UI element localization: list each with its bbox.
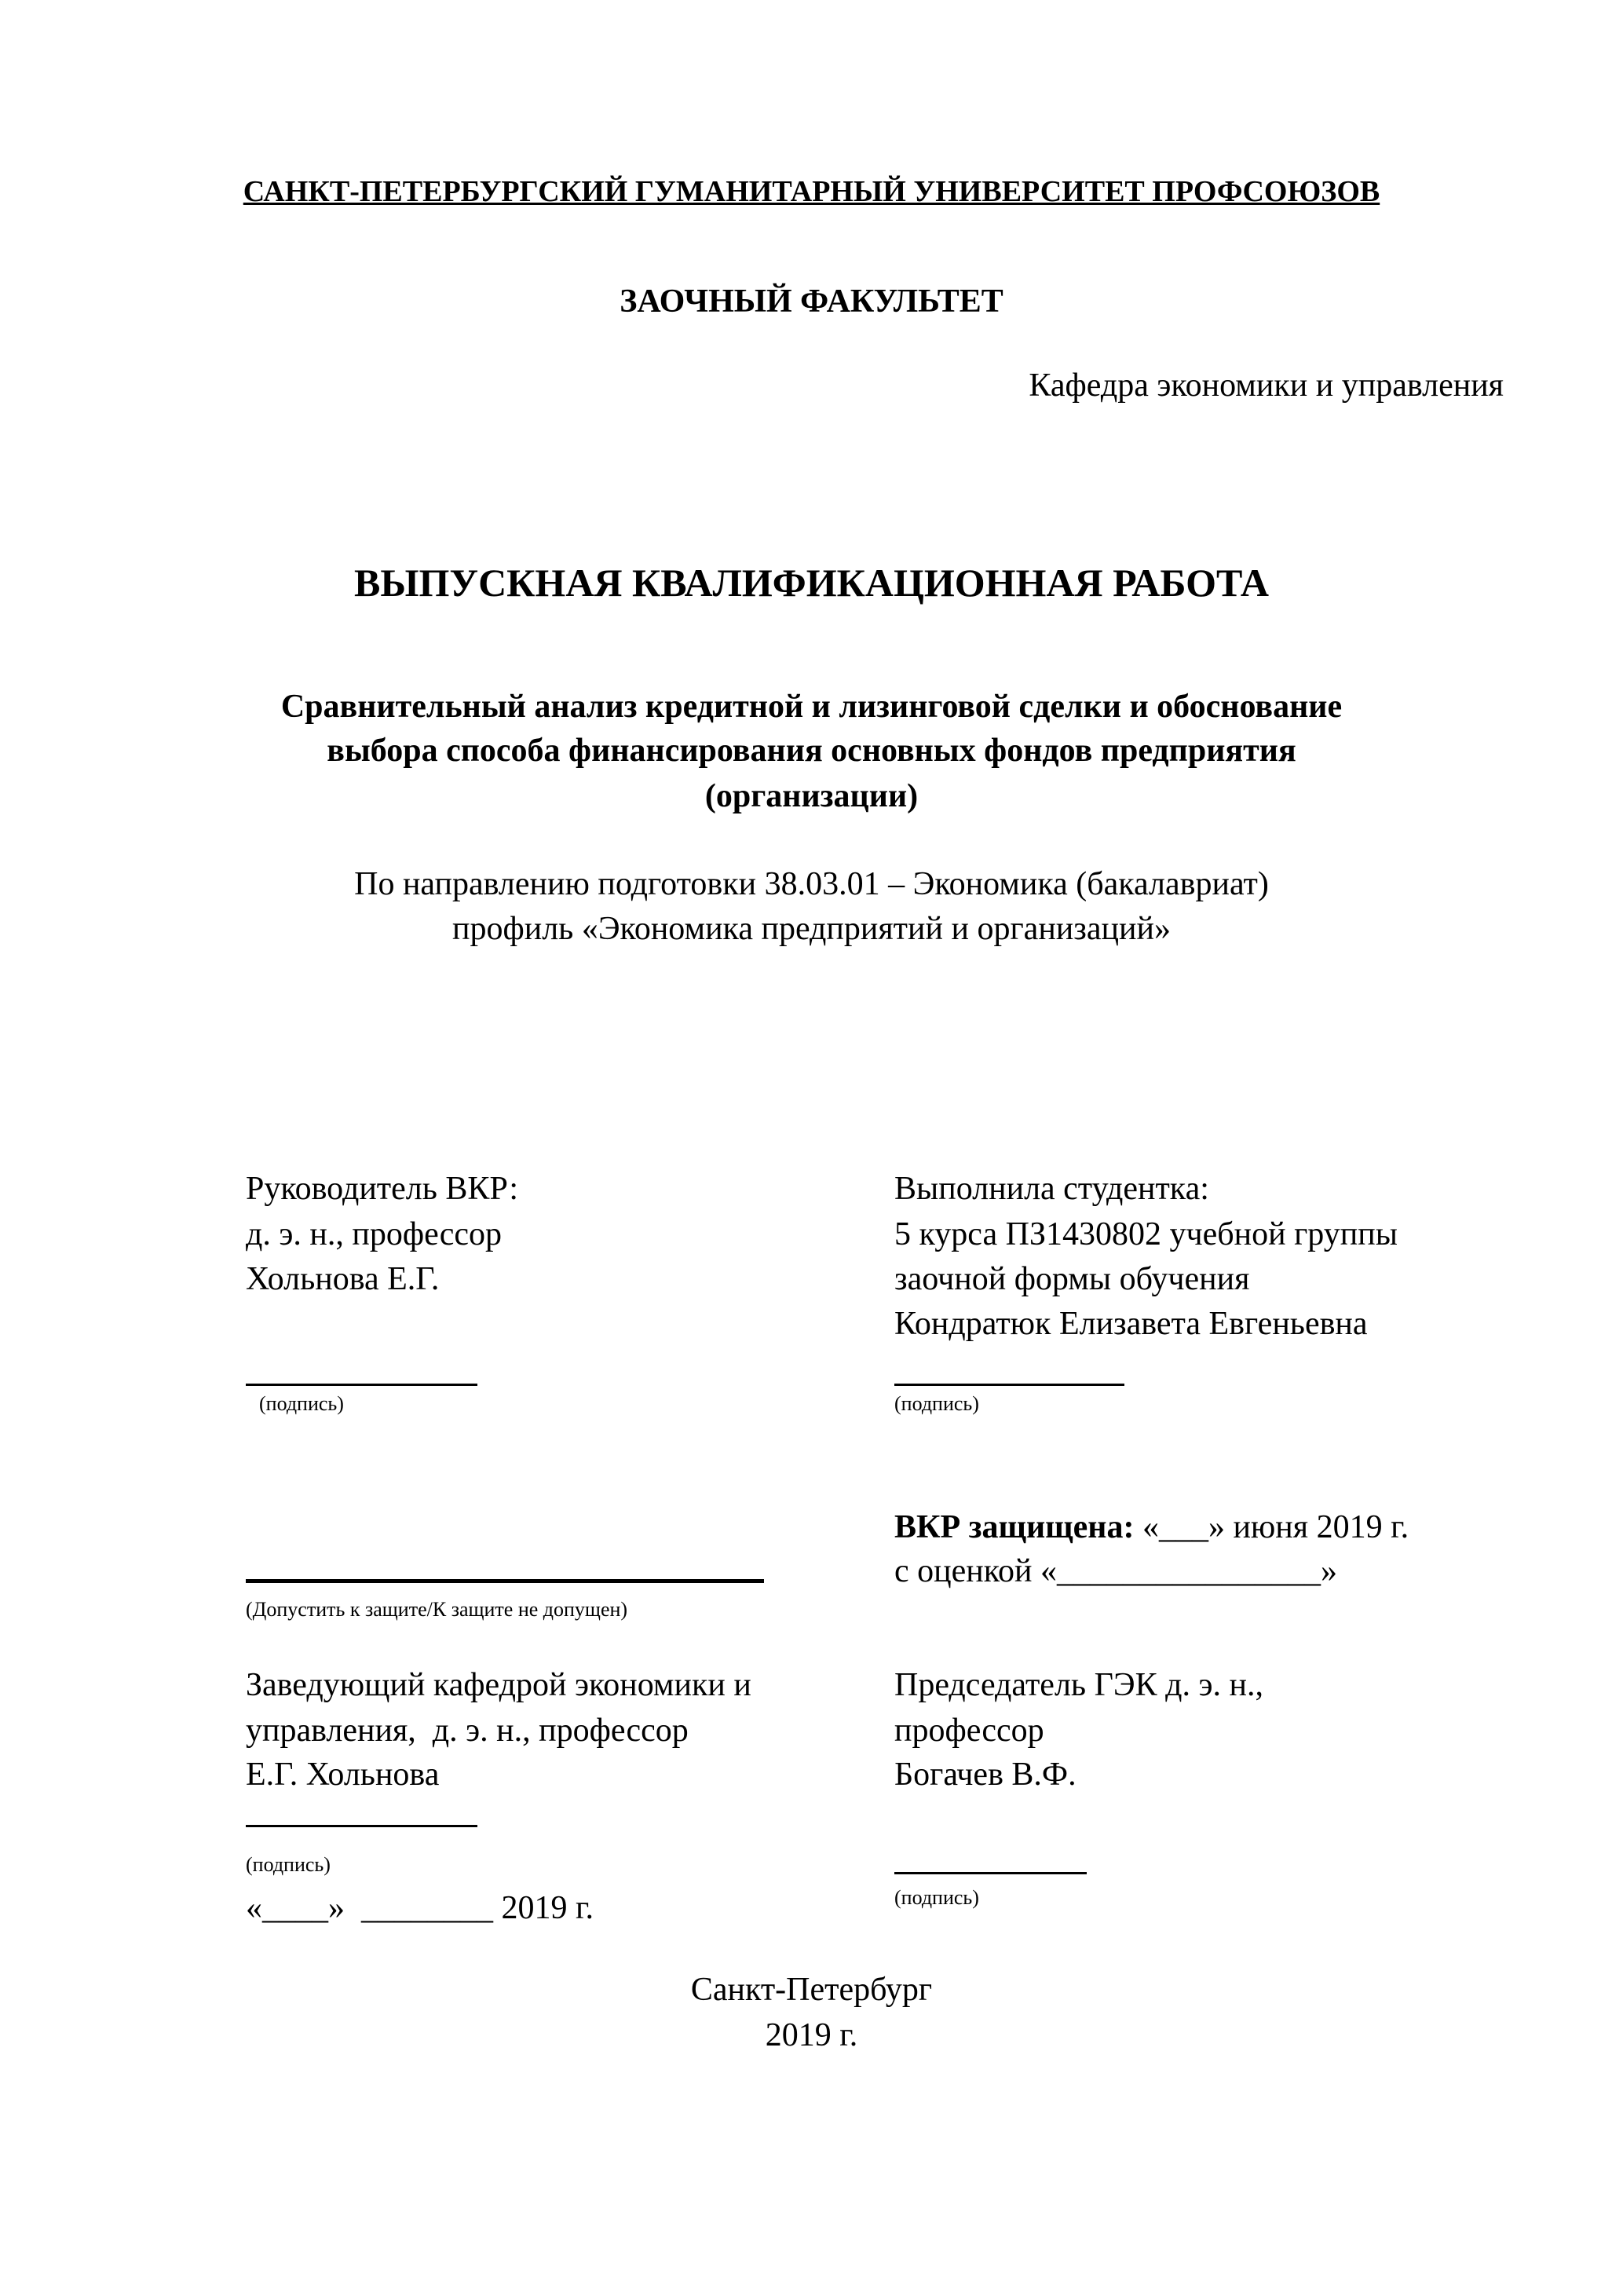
supervisor-line: д. э. н., профессор	[246, 1216, 503, 1252]
signature-caption: (подпись)	[246, 1853, 331, 1876]
supervisor-line: Руководитель ВКР:	[246, 1171, 519, 1207]
signature-caption: (подпись)	[259, 1392, 344, 1415]
student-line: Выполнила студентка:	[894, 1171, 1209, 1207]
student-line: заочной формы обучения	[894, 1261, 1250, 1297]
approval-date: «____» ________ 2019 г.	[246, 1890, 594, 1926]
head-line: Е.Г. Хольнова	[246, 1757, 440, 1793]
head-line: управления, д. э. н., профессор	[246, 1713, 689, 1749]
footer-year: 2019 г.	[765, 2017, 858, 2053]
supervisor-line: Хольнова Е.Г.	[246, 1261, 440, 1297]
direction-line-2: профиль «Экономика предприятий и организаций»	[452, 911, 1171, 947]
defense-date: ВКР защищена: «___» июня 2019 г.	[894, 1509, 1409, 1545]
direction-line-1: По направлению подготовки 38.03.01 – Экономика (бакалавриат)	[354, 866, 1269, 902]
defense-grade: с оценкой «________________»	[894, 1553, 1337, 1589]
chairman-line: Богачев В.Ф.	[894, 1757, 1077, 1793]
topic-line-2: выбора способа финансирования основных фондов предприятия	[327, 733, 1296, 769]
signature-caption: (подпись)	[894, 1886, 979, 1909]
signature-caption: (подпись)	[894, 1392, 979, 1415]
footer-city: Санкт-Петербург	[690, 1972, 933, 2008]
document-type: ВЫПУСКНАЯ КВАЛИФИКАЦИОННАЯ РАБОТА	[354, 561, 1269, 605]
faculty-name: ЗАОЧНЫЙ ФАКУЛЬТЕТ	[620, 283, 1003, 320]
chairman-line: профессор	[894, 1713, 1044, 1749]
signature-line	[894, 1872, 1087, 1874]
topic-line-1: Сравнительный анализ кредитной и лизинговой сделки и обоснование	[280, 689, 1343, 725]
admission-caption: (Допустить к защите/К защите не допущен)	[246, 1598, 628, 1621]
topic-line-3: (организации)	[704, 778, 919, 814]
signature-line	[894, 1384, 1124, 1386]
department-name: Кафедра экономики и управления	[1029, 367, 1504, 404]
admission-line	[246, 1579, 764, 1583]
head-line: Заведующий кафедрой экономики и	[246, 1667, 751, 1703]
student-line: 5 курса ПЗ1430802 учебной группы	[894, 1216, 1398, 1252]
signature-line	[246, 1384, 477, 1386]
chairman-line: Председатель ГЭК д. э. н.,	[894, 1667, 1263, 1703]
university-name: САНКТ-ПЕТЕРБУРГСКИЙ ГУМАНИТАРНЫЙ УНИВЕРСИТЕТ ПРОФСОЮЗОВ	[243, 175, 1380, 208]
signature-line	[246, 1825, 477, 1827]
student-line: Кондратюк Елизавета Евгеньевна	[894, 1306, 1368, 1342]
